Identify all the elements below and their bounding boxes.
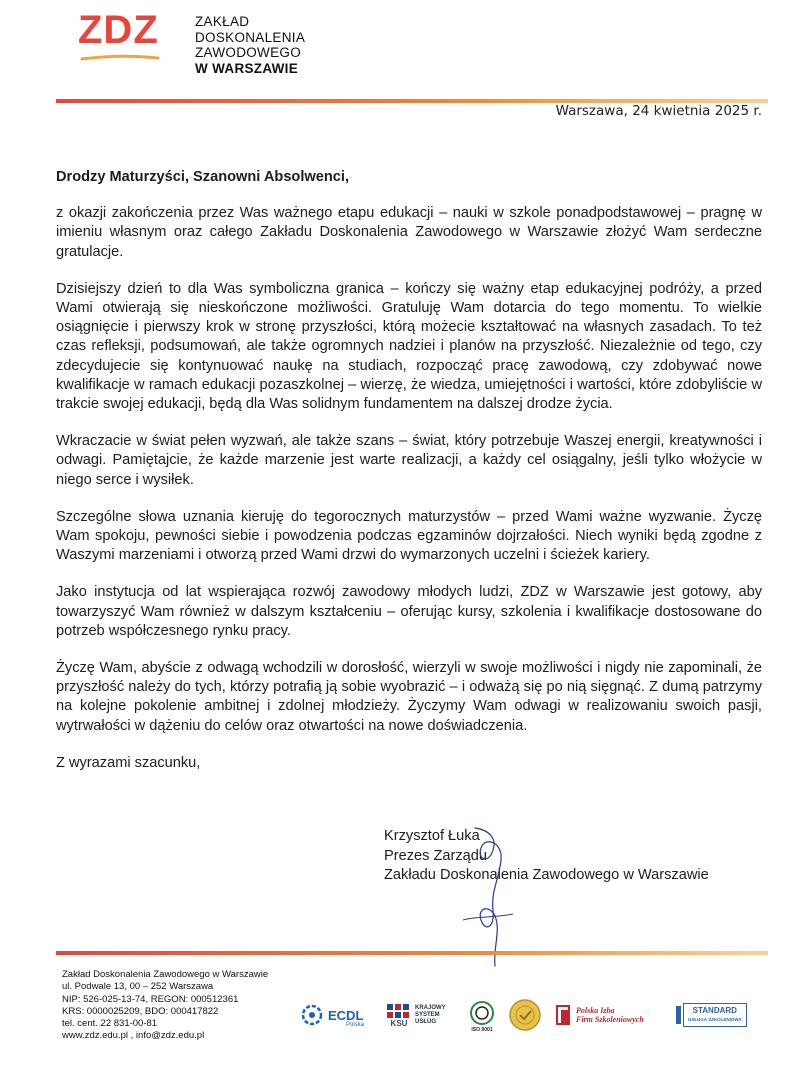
address-line: Zakład Doskonalenia Zawodowego w Warszawie: [62, 969, 269, 980]
ksu-mark: [386, 1003, 412, 1028]
ksu-line-1: KRAJOWY: [415, 1004, 446, 1011]
ecdl-sub-label: Polska: [346, 1022, 365, 1028]
letter-greeting: Drodzy Maturzyści, Szanowni Absolwenci,: [56, 169, 350, 185]
pif-line-1: Polska Izba: [576, 1006, 615, 1015]
address-line: www.zdz.edu.pl , info@zdz.edu.pl: [62, 1030, 205, 1042]
signature-block: [384, 827, 709, 886]
ksu-mark-label: KSU: [390, 1018, 408, 1028]
footer-divider: [56, 951, 768, 955]
signatory-org: Zakładu Doskonalenia Zawodowego w Warszawie: [384, 867, 709, 883]
signatory-name: Krzysztof Łuka: [384, 828, 480, 844]
standard-mark-icon: [675, 1004, 683, 1026]
org-line-4: W WARSZAWIE: [195, 60, 299, 76]
ksu-badge: [386, 995, 446, 1035]
org-line-2: DOSKONALENIA: [195, 29, 306, 45]
paragraph-2: Dzisiejszy dzień to dla Was symboliczna granica – kończy się ważny etap edukacyjnej podróży, a przed Wami otwierają się nieskończone możliwości. Gratuluję Wam dotarcia do tego momentu. To wielkie osiągnięcie i pierwszy krok w stronę przyszłości, którą możecie kształtować na własnych zasadach. To też czas refleksji, podsumowań, ale także ogromnych nadziei i planów na przyszłość. Niezależnie od tego, czy zdecydujecie się kontynuować naukę na studiach, rozpocząć pracę zawodową, czy zdobywać nowe kwalifikacje w ramach edukacji pozaszkolnej – wierzę, że wiedza, umiejętności i wartości, które zdobyliście w trakcie swojej edukacji, będą dla Was solidnym fundamentem na dalszej drodze życia.: [56, 280, 762, 413]
paragraph-1: z okazji zakończenia przez Was ważnego etapu edukacji – nauki w szkole ponadpodstawowej – pragnę w imieniu własnym oraz całego Zakładu Doskonalenia Zawodowego w Warszawie złożyć Wam serdeczne gratulacje.: [56, 205, 762, 260]
standard-label-box: [683, 1003, 747, 1027]
zdz-logo: [78, 8, 164, 64]
org-line-1: ZAKŁAD: [195, 14, 250, 29]
pif-label: [576, 1006, 644, 1024]
standard-badge: [675, 995, 747, 1035]
organization-name: [195, 14, 305, 76]
org-line-3: ZAWODOWEGO: [195, 45, 301, 60]
paragraph-5: Jako instytucja od lat wspierająca rozwój zawodowy młodych ludzi, ZDZ w Warszawie jest gotowy, aby towarzyszyć Wam również w dalszym kształceniu – oferując kursy, szkolenia i kwalifikacje dostosowane do potrzeb współczesnego rynku pracy.: [56, 584, 762, 639]
paragraph-6: Życzę Wam, abyście z odwagą wchodzili w dorosłość, wierzyli w swoje możliwości i nigdy nie zapominali, że przyszłość należy do tych, którzy potrafią ją sobie wyobrazić – i odważą się po nią sięgnąć. Z dumą patrzymy na kolejne pokolenie ambitnej i zdolnej młodzieży. Życzymy Wam odwagi w realizowaniu swoich pasji, wytrwałości w dążeniu do celów oraz otwartości na nowe doświadczenia.: [56, 660, 762, 734]
iso-label: ISO 9001: [471, 1027, 493, 1033]
logo-letters: ZDZ: [78, 8, 159, 52]
letter-body: [56, 168, 762, 773]
paragraph-4: Szczególne słowa uznania kieruję do tegorocznych maturzystów – przed Wami ważne wyzwanie. Życzę Wam spokoju, pewności siebie i powodzenia podczas egzaminów dojrzałości. Niech wyniki będą zgodne z Waszymi marzeniami i otworzą przed Wami drzwi do wymarzonych uczelni i ścieżek kariery.: [56, 508, 762, 564]
address-line: ul. Podwale 13, 00 – 252 Warszawa: [62, 981, 214, 993]
ksu-line-3: USŁUG: [415, 1018, 436, 1025]
footer-address: [62, 969, 268, 1043]
certification-badges: [300, 995, 760, 1040]
standard-line-1: STANDARD: [692, 1006, 737, 1015]
iso-badge: [466, 995, 498, 1035]
signatory-role: Prezes Zarządu: [384, 847, 488, 864]
logo-swash-icon: [80, 53, 160, 63]
ecdl-badge: [300, 995, 363, 1035]
ecdl-logo-icon: [300, 1003, 324, 1027]
pif-line-2: Firm Szkoleniowych: [576, 1015, 644, 1024]
pif-logo-icon: [556, 1004, 572, 1026]
address-line: tel. cent. 22 831-00-81: [62, 1018, 158, 1030]
ksu-label: [415, 1005, 446, 1026]
address-line: NIP: 526-025-13-74, REGON: 000512361: [62, 993, 239, 1005]
address-line: KRS: 0000025209, BDO: 000417822: [62, 1005, 219, 1017]
gold-seal-icon: [508, 998, 542, 1032]
handwritten-signature-icon: [455, 820, 525, 970]
quality-seal-badge: [508, 995, 542, 1035]
ksu-line-2: SYSTEM: [415, 1011, 440, 1018]
letter-closing: Z wyrazami szacunku,: [56, 754, 201, 771]
ksu-logo-icon: [386, 1003, 412, 1019]
paragraph-3: Wkraczacie w świat pełen wyzwań, ale także szans – świat, który potrzebuje Waszej energii, kreatywności i odwagi. Pamiętajcie, że każde marzenie jest warte realizacji, a każdy cel osiągalny, jeśli tylko włożycie w niego serce i wysiłek.: [56, 433, 762, 488]
standard-line-2: USŁUGA SZKOLENIOWA: [688, 1017, 742, 1022]
ecdl-label: ECDL: [328, 1007, 364, 1023]
pif-badge: [556, 995, 644, 1035]
letter-date: Warszawa, 24 kwietnia 2025 r.: [555, 103, 762, 119]
